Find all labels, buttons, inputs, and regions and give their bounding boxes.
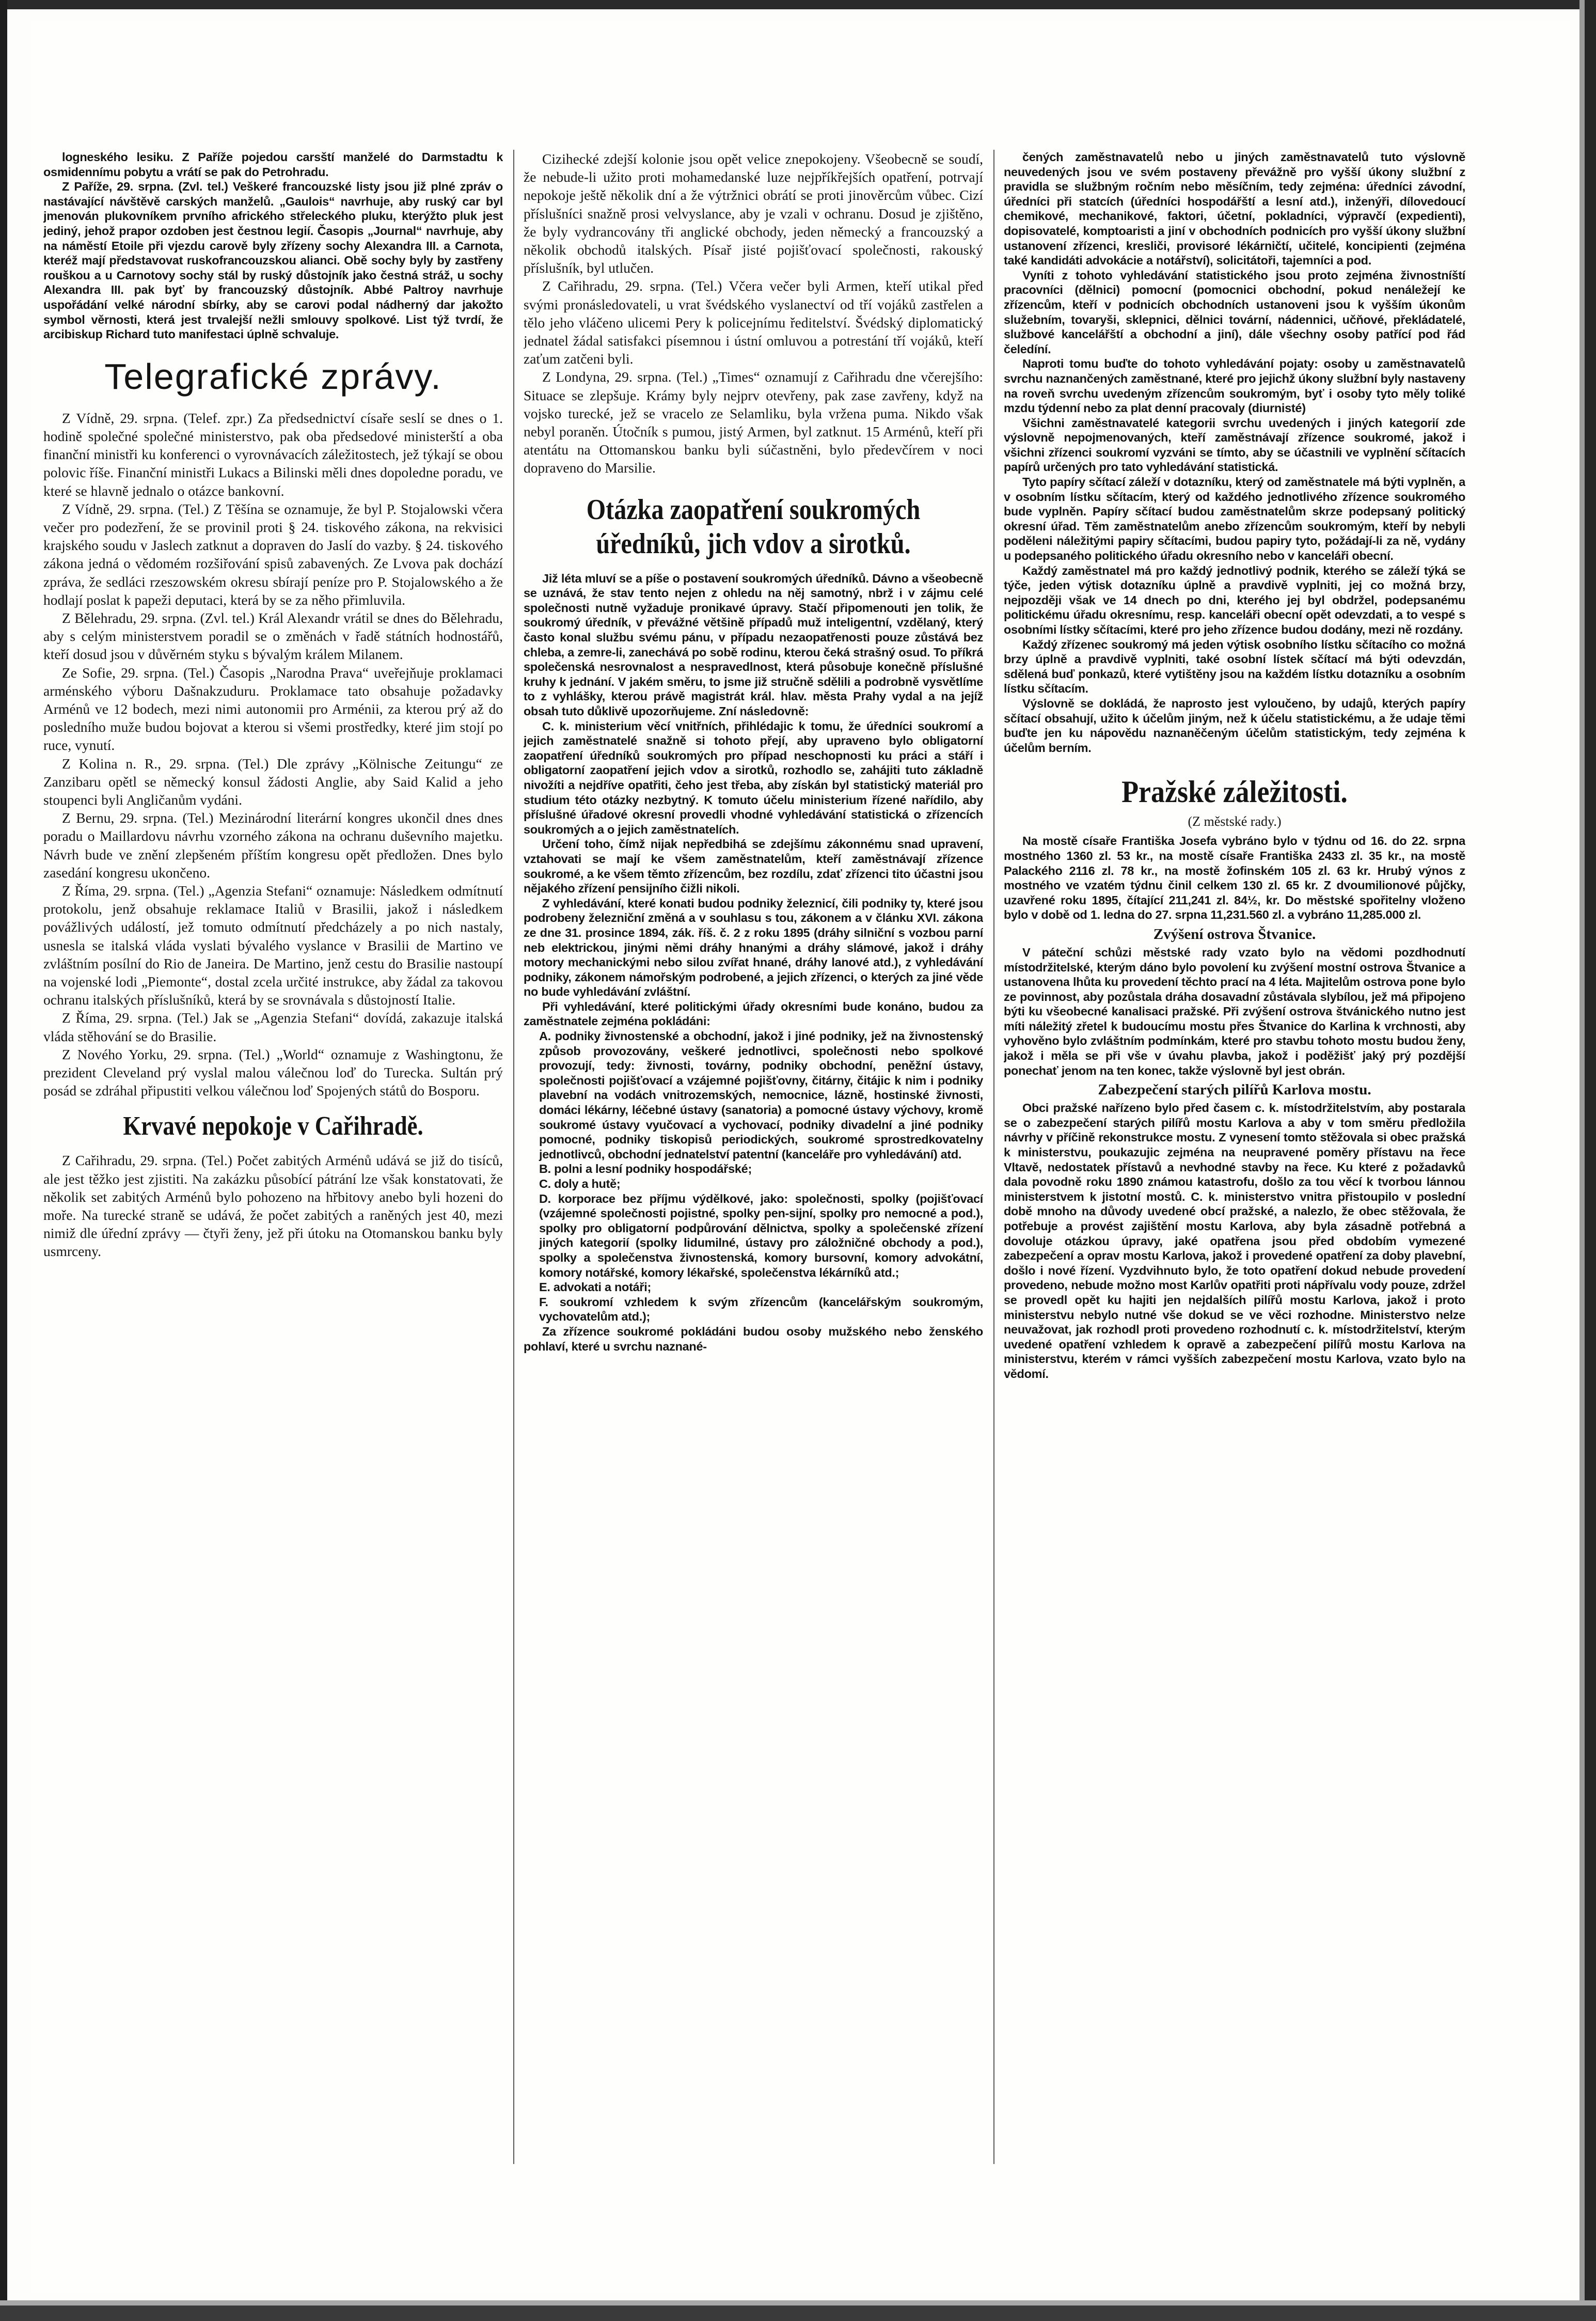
telegram-sofia: Ze Sofie, 29. srpna. (Tel.) Časopis „Narodna Prava“ uveřejňuje proklamaci arménského výboru Dašnakzuduru. Proklamace tato obsahuje požadavky Arménů ve 12 bodech, mezi nimi autonomii pro Arménii, za kterou prý až do posledního muže budou bojovat a kterou si všemi prostředky, které jim stojí po ruce, vynutí. [43, 664, 503, 754]
intro-paragraph: logneského lesiku. Z Paříže pojedou carsští manželé do Darmstadtu k osmidennímu pobytu a vrátí se pak do Petrohradu. [43, 150, 503, 179]
foreign-colonies-paragraph: Cizihecké zdejší kolonie jsou opět velice znepokojeny. Všeobecně se soudí, že nebude-li užito proti mohamedanské luze nejpříkřejších opatření, potrvají nepokoje ještě několik dní a že výtržnici obrátí se proti jinověrcům vůbec. Cizí příslušníci snažně prosi velvyslance, aby je vzali v ochranu. Dosud je zjištěno, že byly vydrancovány tři anglické obchody, jeden německý a francouzský a několik obchodů italských. Písař jisté pojišťovací společnosti, rakouský příslušník, byl utlučen. [524, 151, 983, 276]
column-3 [1004, 150, 1465, 2164]
clerks-paragraph-12: Každý zaměstnatel má pro každý jednotlivý podnik, kterého se záleží týká se týče, jeden výtisk dotazníku úplně a pravdivě vyplniti, jej co možná brzy, nejpozději však ve 14 dnech po dni, kterého jej byl obdržel, podepsanému politickému úřadu okresnímu, resp. kanceláři obecní opět odevzdati, a to vespé s osobními lístky sčítacími, které pro jeho zřízence budou dodány, mezi ně rozdány. [1004, 563, 1465, 636]
column-2 [524, 150, 983, 2164]
stvanice-paragraph: V páteční schůzi městské rady vzato bylo na vědomi pozdhodnutí místodržitelské, kterým dáno bylo povolení ku zvýšení mostní ostrova Štvanice a ustanovena lhůta ku provedení těchto prací na 4 léta. Majitelům ostrova pone bylo ze povinnost, aby pozůstala dráha dosavadní zůstávala slybílou, jež má připojeno býti ku všeobecné kanalisaci pražské. Při zvýšení ostrova štvánického nutno jest míti náležitý zřetel k budoucímu mostu přes Štvanice do Karlina k vrchnosti, aby vyhověno bylo zvláštním podmínkám, které pro stavbu tohoto mostu budou ženy, jakož i měla se při vše v úvahu plavba, jakož i poděžišť jaký prý pozdější ponechať jenom na ten konec, takže výslovně byl jest obrán. [1004, 945, 1465, 1077]
clerks-paragraph-2: C. k. ministerium věcí vnitřních, přihlédajic k tomu, že úředníci soukromí a jejich zaměstnatelé snažně si tohoto přejí, aby upraveno bylo obligatorní zaopatření úředníků soukromých pro případ neschopnosti ku práci a stáří i obligatorní zaopatření jejich vdov a sirotků, rozhodlo se, zahájiti tuto základně nivožíti a nejdříve opatřiti, čeho jest třeba, aby získán byl statistický materiál pro studium této otázky nezbytný. K tomuto účelu ministerium řízené nařídilo, aby příslušné úřadové okresní provedli vhodné vyhledávání statistická o zřízencích soukromých a o jejich zaměstnatelích. [524, 719, 983, 836]
constantinople-report-1: Z Cařihradu, 29. srpna. (Tel.) Počet zabitých Arménů udává se již do tisíců, ale jest těžko jest zjistiti. Na zakázku působící pátrání lze však konstatovati, že několik set zabitých Arménů bylo pohozeno na hřbitovy anebo byli hozeni do moře. Na turecké straně se udává, že počet zabitých a raněných jest 40, mezi nimiž dle úřední zprávy — čtyři ženy, jež při útoku na Otomanskou banku byly usmrceny. [43, 1152, 503, 1260]
stvanice-heading: Zvýšení ostrova Štvanice. [1153, 926, 1316, 943]
newspaper-page [31, 21, 1570, 2293]
column-1 [43, 150, 503, 2164]
constantinople-report-2: Z Cařihradu, 29. srpna. (Tel.) Včera večer byli Armen, kteří utikal před svými pronásledovateli, u vrat švédského vyslanectví od tří vojáků zastřelen a tělo jeho vláčeno ulicemi Pery k policejnímu ředitelství. Švédský diplomatický jednatel žádal satisfakci písemnou i ústní omluvou a potrestání tří vojáků, kteří zaťum zatčeni byli. [524, 278, 983, 367]
telegrams-heading: Telegrafické zprávy. [104, 356, 442, 397]
prague-affairs-subheading: (Z městské rady.) [1188, 814, 1282, 829]
scan-border-left [0, 0, 7, 2321]
telegram-cologne: Z Kolina n. R., 29. srpna. (Tel.) Dle zprávy „Kölnische Zeitungu“ ze Zanzibaru opětl se německý konsul žádosti Anglie, aby Said Kalid a jeho stoupenci byli Angličanům vydáni. [43, 755, 503, 808]
clerks-paragraph-11: Tyto papíry sčítací záleží v dotazníku, který od zaměstnatele má býti vyplněn, a v osobním lístku sčítacím, který od každého jednotlivého zřízence soukromého bude vyplněn. Papíry sčítací budou zaměstnatelům skrze podepsaný politický okresní úřad. Těm zaměstnatelům anebo zřízencům soukromým, kteří by nebyli poděleni náležitými papiry sčítacími, budou papiry tyto, požádají-li za ně, vydány u podepsaného politického úřadu okresního nebo v kanceláři obecní. [1004, 475, 1465, 563]
charles-bridge-heading: Zabezpečení starých pilířů Karlova mostu. [1098, 1081, 1371, 1099]
clerks-item-c: C. doly a hutě; [539, 1177, 621, 1190]
clerks-item-d: D. korporace bez příjmu výdělkové, jako: společnosti, spolky (pojišťovací (vzájemné společnosti pojistné, spolky pen-sijní, spolky pro nemocné a pod.), spolky pro obligatorní podpůrování dělnictva, spolky a společenské zřízení jiných kategorií (spolky lidumilné, ústavy pro záložničné obchody a pod.), spolky a společenstva živnostenská, komory bursovní, komory advokátní, komory notářské, komory lékařské, společenstva lékárníků atd.; [539, 1191, 983, 1279]
clerks-paragraph-6: Za zřízence soukromé pokládáni budou osoby mužského nebo ženského pohlaví, které u svrchu naznané- [524, 1324, 983, 1353]
bridge-toll-paragraph: Na mostě císaře Františka Josefa vybráno bylo v týdnu od 16. do 22. srpna mostného 1360 zl. 53 kr., na mostě císaře Františka 2433 zl. 35 kr., na mostě Palackého 2116 zl. 78 kr., na mostě žofinském 105 zl. 63 kr. Hrubý výnos z mostného ve vzatém týdnu činil celkem 130 zl. 65 kr. Z dvoumilionové půjčky, uzavřené roku 1895, čítající 211,241 zl. 84½, kr. Do městské spořitelny vloženo bylo v době od 1. ledna do 27. srpna 11,231.560 zl. a vybráno 11,285.000 zl. [1004, 834, 1465, 922]
telegram-vienna-1: Z Vídně, 29. srpna. (Telef. zpr.) Za předsednictví císaře seslí se dnes o 1. hodině společné společné ministerstvo, pak oba předsedové ministerští a oba finanční ministři ku konferenci o vyrovnávacích záležitostech, jež týkají se obou polovic říše. Finanční ministři Lukacs a Bilinski měli dnes dopoledne poradu, ve které se hlavně jednalo o otázce bankovní. [43, 410, 503, 499]
scan-border-right [1585, 0, 1596, 2321]
riots-heading: Krvavé nepokoje v Cařihradě. [123, 1111, 423, 1141]
telegram-new-york: Z Nového Yorku, 29. srpna. (Tel.) „World“ oznamuje z Washingtonu, že prezident Cleveland prý vyslal malou válečnou loď do Turecka. Sultán prý posád se zdráhal připustiti velkou válečnou loď Spojených států do Bosporu. [43, 1046, 503, 1099]
clerks-paragraph-10: Všichni zaměstnavatelé kategorii svrchu uvedených i jiných kategorií zde výslovně nepojmenovaných, kteří zaměstnávají zřízence soukromé, jakož i všichni zřízenci soukromí vyzváni se tímto, aby se účastnili ve vyplnění sčítacích papírů určených pro tato vyhledávání statistická. [1004, 416, 1465, 474]
clerks-item-f: F. soukromí vzhledem k svým zřízencům (kancelářským soukromým, vychovatelům atd.); [539, 1295, 983, 1324]
telegram-rome-1: Z Říma, 29. srpna. (Tel.) „Agenzia Stefani“ oznamuje: Následkem odmítnutí protokolu, jenž obsahuje reklamace Italiů v Brasilii, jakož i následkem povážlivých událostí, jež tomuto odmítnutí předcházely a po nich nastaly, usnesla se italská vláda vyslati bývalého vyslance v Brasilii de Martino ve zvláštním posílní do Rio de Janeira. De Martino, jenž cestu do Brasilie nastoupí na vojenské lodi „Piemonte“, dostal zcela určité instrukce, aby žádal za takovou ochranu italských příslušníků, která by se srovnávala s důstojností Italie. [43, 883, 503, 1008]
clerks-paragraph-9: Naproti tomu buďte do tohoto vyhledávání pojaty: osoby u zaměstnavatelů svrchu naznančených zaměstnané, které pro jejichž úkony službní byly nastaveny na roveň svrchu uvedeným zřízencům soukromým, byť i osoby tyto měly toliké mzdu týdenní nebo za plat denní pracovaly (diurnisté) [1004, 357, 1465, 415]
paris-report: Z Paříže, 29. srpna. (Zvl. tel.) Veškeré francouzské listy jsou již plné zpráv o nastávající návštěvě carských manželů. „Gaulois“ navrhuje, aby ruský car byl jmenován plukovníkem prvního afrického střeleckého pluku, kterýžto pluk jest jediný, jehož prapor ozdoben jest čestnou legií. Časopis „Journal“ navrhuje, aby na náměstí Etoile při vjezdu carově byly zřízeny sochy Alexandra III. a Carnota, kteréž mají představovat ruskofrancouzskou alianci. Obě sochy byly by zastřeny rouškou a u Carnotovy sochy stál by ruský důstojník jako čestná stráž, u sochy Alexandra III. pak byť by francouzský důstojník. Abbé Paltroy navrhuje uspořádání velké národní sbírky, aby se carovi podal nádherný dar jakožto symbol věrnosti, která jest trvalejší nežli smlouvy spolkové. List týž tvrdí, že arcibiskup Richard tuto manifestaci úplně schvaluje. [43, 180, 503, 341]
prague-affairs-heading: Pražské záležitosti. [1121, 775, 1348, 809]
clerks-item-a: A. podniky živnostenské a obchodní, jakož i jiné podniky, jež na živnostenský způsob provozovány, veškeré jednotlivci, společnosti nebo spolkové provozují, tedy: živnosti, továrny, podniky obchodní, peněžní ústavy, společnosti pojišťovací a vzájemné pojišťovny, čitárny, čitájic k nim i podniky plavební na vodách vnitrozemských, nemocnice, lázně, hostinské živnosti, domáci lékárny, léčebné ústavy (sanatoria) a pomocné ústavy výchovy, kromě soukromé ústavy vyučovací a vychovací, podniky divadelní a jiné podniky pomocné, podniky tiskopisů periodických, soukromé sprostredkovatelny jednotlivců, obchodní jednatelství patentní (kanceláře pro vyhledávání) atd. [539, 1029, 983, 1161]
clerks-item-e: E. advokati a notáři; [539, 1280, 652, 1294]
scan-border-bottom [0, 2306, 1596, 2321]
column-rule-2 [993, 150, 994, 2164]
scan-border-right-inner [1579, 0, 1585, 2321]
clerks-paragraph-1: Již léta mluví se a píše o postavení soukromých úředníků. Dávno a všeobecně se uznává, že stav tento nejen z ohledu na něj samotný, nbrž i v zájmu celé společnosti nutně vyžaduje pronikavé úpravy. Stačí připomenouti jen tolik, že soukromý úředník, v převážné většině případů muž inteligentní, vzdělaný, který často konal službu svému pánu, v případu nezaopatřenosti pouze zůstává bez chleba, a zemre-li, zanechává po sobě rodinu, kterou čeká strašný osud. To příkrá společenská nesrovnalost a nespravedlnost, která působuje konečně příslušné kruhy k jednání. V jakém směru, to jsme již stručně sdělili a podrobně vysvětlíme to z vyhlášky, kterou právě magistrát král. hlav. města Prahy vydal a na jejíž obsah tuto důklivě upozorňujeme. Zní následovně: [524, 571, 983, 718]
london-report: Z Londyna, 29. srpna. (Tel.) „Times“ oznamují z Cařihradu dne včerejšího: Situace se zlepšuje. Krámy byly nejprv otevřeny, pak zase zavřeny, když na vojsko turecké, jež se vracelo ze Selamliku, byla vržena puma. Nikdo však nebyl poraněn. Útočník s pumou, jistý Armen, byl zatknut. 15 Arménů, kteří při atentátu na Ottomanskou banku byli súčastněni, bylo předevčírem v noci dopraveno do Marsilie. [524, 369, 983, 476]
telegram-belgrade: Z Bělehradu, 29. srpna. (Zvl. tel.) Král Alexandr vrátil se dnes do Bělehradu, aby s celým ministerstvem poradil se o změnách v řadě státních hodnostářů, kteří dosud jsou v důvěrném styku s bývalým králem Milanem. [43, 609, 503, 663]
clerks-paragraph-14: Výslovně se dokládá, že naprosto jest vyloučeno, by udajů, kterých papíry sčítací obsahují, užito k účelům jiným, než k účelu statistickému, a že udaje těmi buďte jen ku nápovědu naznaněčeným účelům statistickým, tedy zejména k účelům berním. [1004, 696, 1465, 755]
scan-border-top [0, 0, 1596, 9]
scan-border-bottom-inner [0, 2300, 1596, 2306]
clerks-paragraph-4: Z vyhledávání, které konati budou podniky železnicí, čili podniky ty, které jsou podrobeny železniční změná a v souhlasu s tou, zákonem a v článku XVI. zákona ze dne 31. prosince 1894, zák. říš. č. 2 z roku 1895 (dráhy silniční s vozbou parní neb elektrickou, jinými němi dráhy hnanými a dráhy slámové, jakož i dráhy motory mechanickými nebo silou zvířat hnané, dráhy lanové atd.), z vyhledávání podniky, zákonem námořským podrobené, a jejich zřízenci, o kterých za jiné věde no bude vyhledávání zvláštní. [524, 896, 983, 999]
clerks-article-heading: Otázka zaopatření soukromých úředníků, jich vdov a sirotků. [586, 493, 921, 560]
telegram-vienna-2: Z Vídně, 29. srpna. (Tel.) Z Těšína se oznamuje, že byl P. Stojalowski včera večer pro podezření, že se provinil proti § 24. tiskového zákona, na rekvisici krajského soudu v Jaslech zatknut a dopraven do Jaslí do vazby. § 24. tiskového zákona jedná o vědomém rozšiřování spisů zabavených. Ze Lvova pak dochází zpráva, že sedláci rzeszowském okresu sbírají peníze pro P. Stojalowského a že hodlají poslat k papeži deputaci, která by se za něho přimluvila. [43, 500, 503, 608]
telegram-rome-2: Z Říma, 29. srpna. (Tel.) Jak se „Agenzia Stefani“ dovídá, zakazuje italská vláda stěhování se do Brasilie. [43, 1010, 503, 1044]
clerks-paragraph-5: Při vyhledávání, které politickými úřady okresními bude konáno, budou za zaměstnatele zejména pokládáni: [524, 999, 983, 1028]
telegram-bern: Z Bernu, 29. srpna. (Tel.) Mezinárodní literární kongres ukončil dnes dnes poradu o Maillardovu návrhu vzorného zákona na ochranu duševního majetku. Návrh bude ve znění zlepšeném příštím kongresu opět předložen. Dnes bylo zasedání kongresu ukončeno. [43, 810, 503, 881]
charles-bridge-paragraph: Obci pražské nařízeno bylo před časem c. k. místodržitelstvím, aby postarala se o zabezpečení starých pilířů mostu Karlova a aby v tom směru předložila návrhy v příčině rekonstrukce mostu. Z vynesení tomto stěžovala si obec pražská k ministerstvu, poukazujic zejména na neupravené poměry přístavu na řece Vltavě, nedostatek přístavů a nevhodné stavby na řece. Ku které z požadavků dala povodně roku 1890 známou katastrofu, došlo za tou věcí k tvorbou lánnou ministerstvem k jistotní mostů. C. k. ministerstvo vnitra přistoupilo v poslední době mnoho na důvody uvedené obcí pražské, a nalezlo, že obec stěžovala, že potřebuje a provést zajištění mostu Karlova, aby byla zásadně potřebná a dovoluje otázkou úpravy, jaké opatřena jsou před obdobím vymezené zabezpečení a oprav mostu Karlova, jakož i provedené opatření za doby plavební, došlo i nové řízení. Vyzdvihnuto bylo, že toto opatření dokud nebude provedení provedeno, nebude možno most Karlův opatřiti proti nápřívalu vody pouze, zdržel se provedl opět ku hajiti jen nejdalších pilířů mostu Karlova, jakož i proto ministerstvu nebylo nutné vše dokud se ve věci rozhodne. Ministerstvo nelze neuvažovat, jak rozhodl proti provedeno rozhodnutí c. k. místodržitelství, kterým uvedené opatření vzhledem k opravě a zabezpečení pilířů mostu Karlova na ministerstvu, kterém v rámci vyšších zabezpečení mostu Karlova, vzato bylo na vědomí. [1004, 1101, 1465, 1381]
clerks-item-b: B. polni a lesní podniky hospodářské; [539, 1162, 752, 1176]
clerks-paragraph-8: Vyníti z tohoto vyhledávání statistického jsou proto zejména živnostníští pracovníci (dělnici) pomocní (pomocnici obchodní, pokud nenáležejí ke zřízencům, kteří v podnicích obchodních ustanoveni jsou k vyšším úkonům služebním, tovaryši, sklepnici, dělnici tovární, nádennici, učňové, překládatelé, službové kancelářští a obchodní a jiní), dále všechny osoby patřící pod řád čeledíní. [1004, 268, 1465, 356]
clerks-paragraph-3: Určení toho, čímž nijak nepředbihá se zdejšímu zákonnému snad upravení, vztahovati se mají ke všem zaměstnatelům, kteří zaměstnávají zřízence soukromé, a ke všem těmto zřízencům, bez rozdílu, zdať zřízenci tito účastni jsou nějakého zřízení pensijního čižli nikoli. [524, 837, 983, 896]
column-rule-1 [513, 150, 514, 2164]
clerks-paragraph-7: čených zaměstnavatelů nebo u jiných zaměstnavatelů tuto výslovně neuvedených jsou ve svém postaveny převážně pro vyšší úkony službní z pravidla se službným ročním nebo měsíčním, tedy zejména: úředníci závodní, úředníci při statcích (úředníci hospodářští a lesní atd.), inženýři, dílovedoucí chemikové, mechanikové, faktori, účetní, pokladníci, výpravčí (expedienti), dopisovatelé, komptoaristi a jiní v obchodních podnicích pro vyšší úkony službní ustanovení zřízenci, kresliči, provisoré lékárničtí, učitelé, koncipienti (zejména také kandidáti advokácie a notářství), solicitátoři, tajemníci a pod. [1004, 150, 1465, 268]
clerks-paragraph-13: Každý zřízenec soukromý má jeden výtisk osobního lístku sčítacího co možná brzy úplně a pravdivě vyplniti, také osobní lístek sčítací má býti odevzdán, sdělená buď ponkazů, které vytištěny jsou na každém lístku dotazníku a osobním lístku sčítacím. [1004, 637, 1465, 696]
